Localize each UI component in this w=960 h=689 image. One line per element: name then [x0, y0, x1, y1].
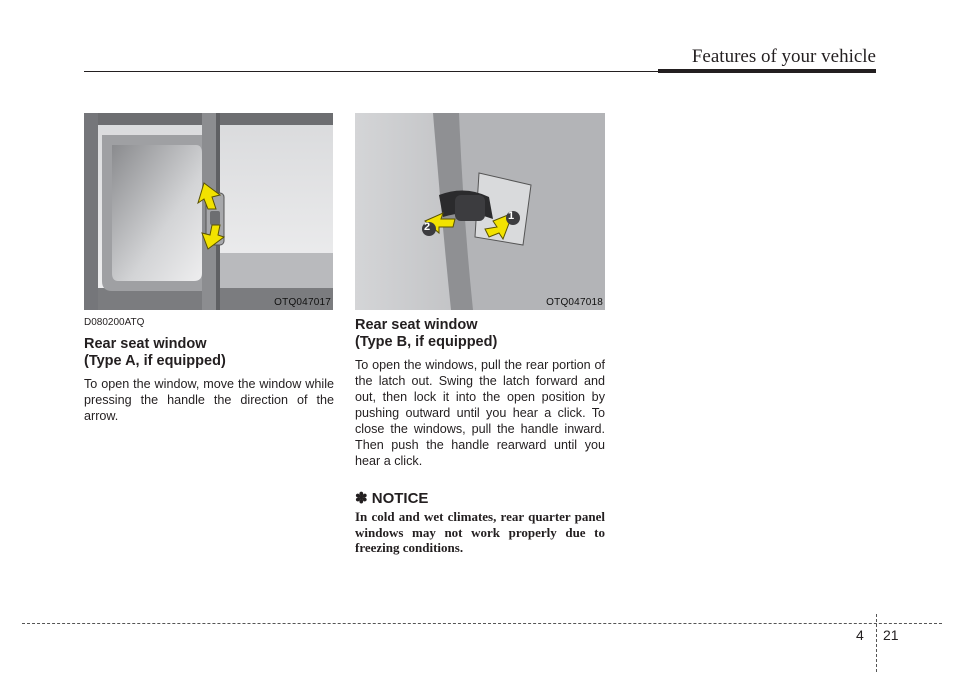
- figure-b-illustration: [355, 113, 605, 310]
- section-body: To open the windows, pull the rear portion of the latch out. Swing the latch forward and out, then lock it into the open position by pushing outward until you hear a click. To close the windows, pull the handle inward. Then push the handle rearward until you hear a click.: [355, 358, 605, 468]
- heading-line-2: (Type B, if equipped): [355, 334, 498, 350]
- section-type-a: [84, 317, 334, 424]
- heading-line-1: Rear seat window: [84, 336, 207, 352]
- section-code: D080200ATQ: [84, 317, 145, 328]
- figure-a-illustration: [84, 113, 333, 310]
- heading-line-2: (Type A, if equipped): [84, 353, 226, 369]
- figure-rear-window-type-b: [355, 113, 605, 310]
- section-heading: [84, 336, 334, 370]
- section-heading: [355, 317, 605, 351]
- header-rule-accent: [658, 69, 876, 73]
- footer-rule: [22, 623, 942, 624]
- section-body: To open the window, move the window while pressing the handle the direction of the arrow.: [84, 377, 334, 423]
- callout-2: 2: [424, 221, 431, 233]
- section-type-b: [355, 317, 605, 556]
- notice-body: In cold and wet climates, rear quarter panel windows may not work properly due to freezing conditions.: [355, 509, 605, 555]
- footer-chapter-number: 4: [856, 627, 864, 643]
- footer-divider: [876, 614, 877, 672]
- heading-line-1: Rear seat window: [355, 317, 478, 333]
- header-rule: [84, 71, 660, 72]
- notice-symbol-icon: ✽: [355, 490, 368, 507]
- figure-code: OTQ047018: [546, 297, 603, 308]
- figure-code: OTQ047017: [274, 297, 331, 308]
- callout-1: 1: [508, 210, 515, 222]
- notice-label: NOTICE: [371, 490, 429, 507]
- notice-title: [355, 489, 605, 507]
- footer-page-number: 21: [883, 627, 899, 643]
- page-header-title: Features of your vehicle: [691, 46, 876, 67]
- figure-rear-window-type-a: [84, 113, 333, 310]
